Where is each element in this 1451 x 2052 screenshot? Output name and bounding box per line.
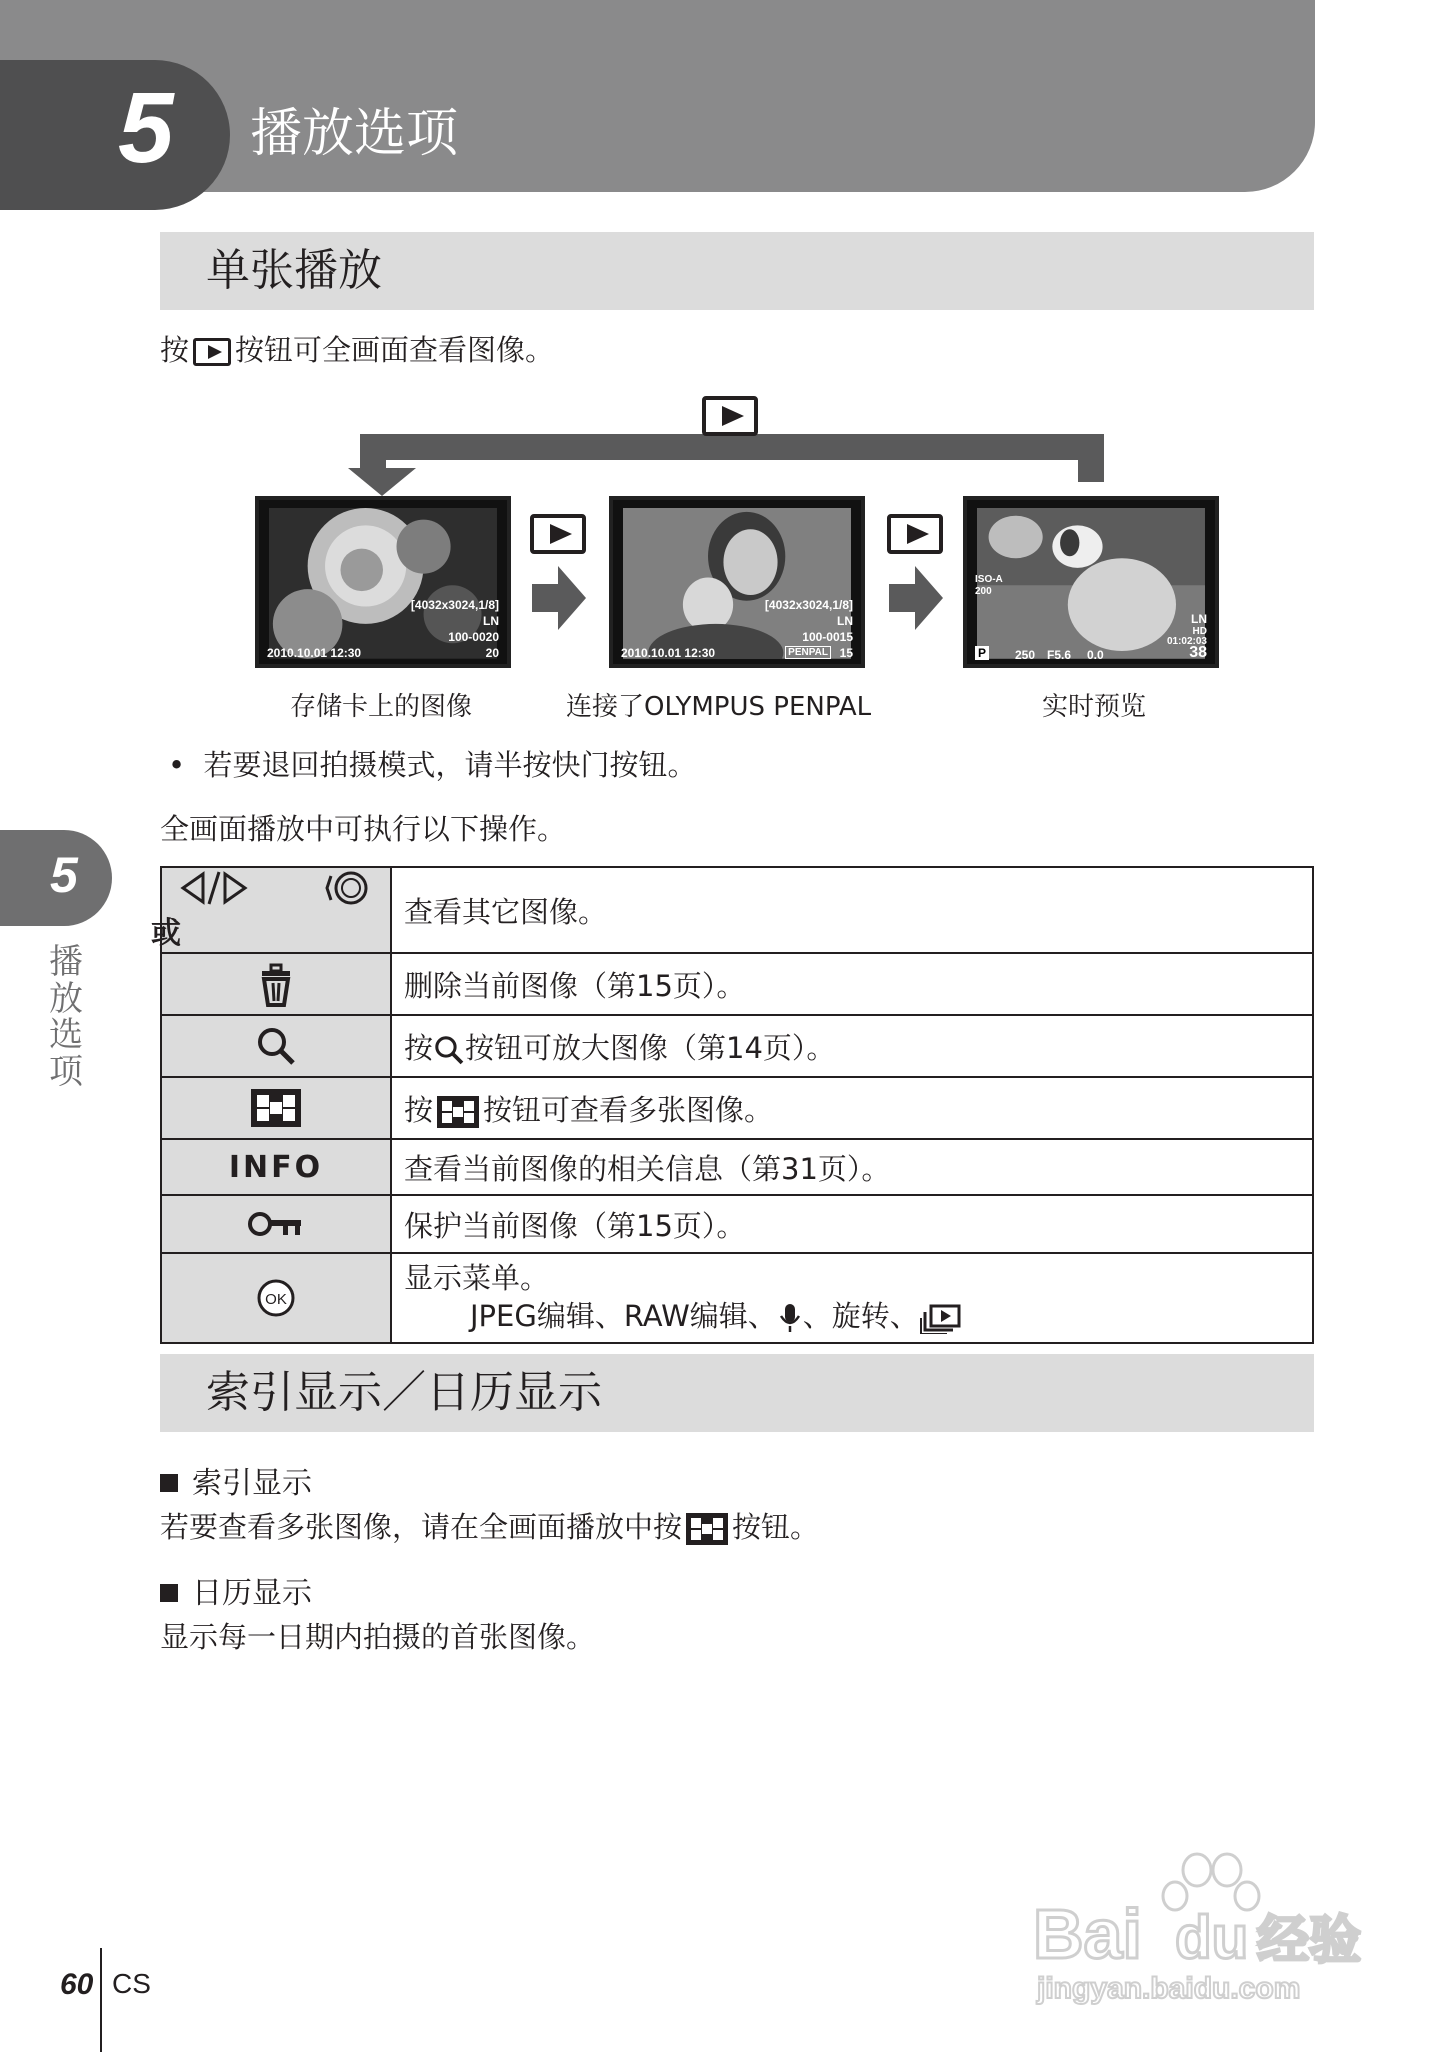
svg-text:du: du xyxy=(1175,1904,1249,1971)
playback-operations-table xyxy=(151,866,1314,1344)
side-chapter-label: 播放选项 xyxy=(49,942,83,1093)
table-row: 保护当前图像（第15页）。 xyxy=(161,1195,1313,1253)
svg-text:jingyan.baidu.com: jingyan.baidu.com xyxy=(1037,1972,1301,2005)
play-button-icon xyxy=(887,514,943,554)
calendar-paragraph: 显示每一日期内拍摄的首张图像。 xyxy=(160,1620,596,1654)
index-grid-icon xyxy=(437,1096,479,1128)
key-cell xyxy=(161,1195,391,1253)
bullet-item: • 若要退回拍摄模式，请半按快门按钮。 xyxy=(168,748,697,782)
svg-text:经验: 经验 xyxy=(1257,1911,1362,1971)
arrow-right-icon xyxy=(532,566,586,630)
play-button-top-icon xyxy=(702,396,758,436)
key-cell xyxy=(161,1077,391,1139)
ok-icon xyxy=(256,1278,296,1318)
table-row: INFO 查看当前图像的相关信息（第31页）。 xyxy=(161,1139,1313,1195)
section-heading-index-calendar xyxy=(160,1354,1314,1432)
key-cell xyxy=(161,1015,391,1077)
caption-live-view: 实时预览 xyxy=(1042,692,1147,722)
intro-paragraph: 按 按钮可全画面查看图像。 xyxy=(160,333,555,367)
info-key: INFO xyxy=(228,1149,324,1185)
svg-text:OK: OK xyxy=(265,1291,287,1308)
section-heading-single-playback xyxy=(160,232,1314,310)
footer-divider xyxy=(100,1948,102,2052)
baidu-watermark xyxy=(1025,1840,1365,2005)
table-row: 删除当前图像（第15页）。 xyxy=(161,953,1313,1015)
arrow-left-right-dial-icon xyxy=(179,868,373,908)
table-row: 或 查看其它图像。 xyxy=(161,867,1313,953)
subheading-calendar: 日历显示 xyxy=(160,1568,312,1612)
table-row: 按 按钮可放大图像（第14页）。 xyxy=(161,1015,1313,1077)
section-title: 单张播放 xyxy=(206,245,382,296)
key-cell xyxy=(161,1139,391,1195)
caption-card: 存储卡上的图像 xyxy=(290,692,473,722)
chapter-number: 5 xyxy=(118,72,174,184)
trash-icon xyxy=(256,961,296,1007)
table-intro: 全画面播放中可执行以下操作。 xyxy=(160,812,567,846)
index-grid-icon xyxy=(251,1089,301,1127)
chapter-tab xyxy=(0,60,230,210)
mic-icon xyxy=(777,1302,803,1334)
play-icon xyxy=(193,338,231,366)
index-grid-icon xyxy=(686,1513,728,1545)
key-cell: 或 xyxy=(161,867,391,953)
side-chapter-number: 5 xyxy=(50,847,78,903)
index-paragraph: 若要查看多张图像，请在全画面播放中按 按钮。 xyxy=(160,1510,820,1544)
page-number: 60 xyxy=(60,1968,94,2001)
screen-live-view: ISO-A 200 LN HD 01:02:03 P 250 F5.6 0.0 38 xyxy=(963,496,1219,668)
zoom-icon xyxy=(255,1025,297,1067)
screen-card-image: [4032x3024,1/8] LN 100-0020 2010.10.01 12:30 20 xyxy=(255,496,511,668)
section-title: 索引显示／日历显示 xyxy=(206,1367,602,1418)
svg-text:Bai: Bai xyxy=(1033,1895,1142,1973)
paw-logo-icon xyxy=(1025,1840,1365,2005)
arrow-right-icon xyxy=(889,566,943,630)
chapter-title: 播放选项 xyxy=(250,104,459,164)
table-row: OK 显示菜单。 JPEG编辑、RAW编辑、 、旋转、 xyxy=(161,1253,1313,1343)
subheading-index: 索引显示 xyxy=(160,1458,312,1502)
table-row: 按 按钮可查看多张图像。 xyxy=(161,1077,1313,1139)
play-button-icon xyxy=(530,514,586,554)
screen-penpal-image: [4032x3024,1/8] LN 100-0015 2010.10.01 12:30 PENPAL 15 xyxy=(609,496,865,668)
key-cell xyxy=(161,1253,391,1343)
caption-penpal: 连接了OLYMPUS PENPAL xyxy=(566,692,872,722)
zoom-icon xyxy=(433,1034,465,1066)
key-cell xyxy=(161,953,391,1015)
language-code: CS xyxy=(112,1968,151,1999)
slideshow-icon xyxy=(919,1302,963,1334)
protect-key-icon xyxy=(247,1209,305,1239)
